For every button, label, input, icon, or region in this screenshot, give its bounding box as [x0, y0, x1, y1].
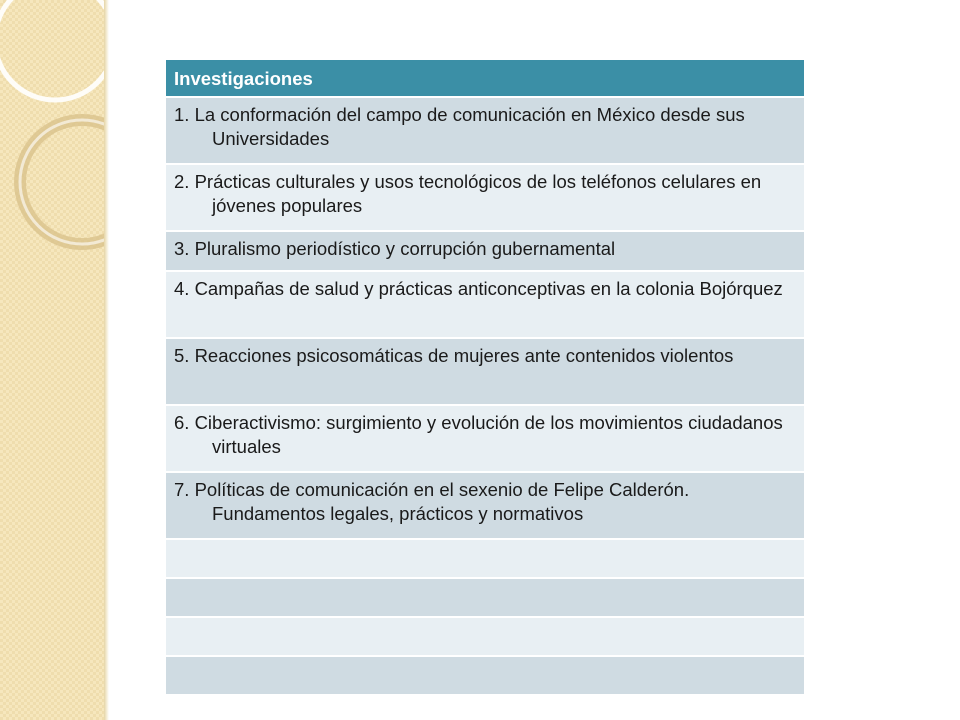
table-row — [166, 232, 804, 272]
table-row — [166, 339, 804, 406]
table-row — [166, 165, 804, 232]
table-row-empty — [166, 657, 804, 696]
table-row-empty — [166, 579, 804, 618]
table-header-label: Investigaciones — [174, 68, 313, 89]
table-row — [166, 406, 804, 473]
decorative-rings — [0, 0, 104, 720]
table-row-text: 2. Prácticas culturales y usos tecnológicos de los teléfonos celulares en jóvenes populares — [174, 171, 762, 216]
table-row-text: 4. Campañas de salud y prácticas anticonceptivas en la colonia Bojórquez — [174, 278, 783, 299]
table-row — [166, 473, 804, 540]
decorative-side-panel — [0, 0, 104, 720]
table-row-text: 3. Pluralismo periodístico y corrupción gubernamental — [174, 238, 616, 259]
table-row — [166, 272, 804, 339]
table-header — [166, 60, 804, 98]
table-row-empty — [166, 540, 804, 579]
table-row-text: 7. Políticas de comunicación en el sexenio de Felipe Calderón. Fundamentos legales, prácticos y normativos — [174, 479, 690, 524]
table-row-empty — [166, 618, 804, 657]
research-table — [166, 60, 804, 696]
table-row — [166, 98, 804, 165]
table-row-text: 6. Ciberactivismo: surgimiento y evolución de los movimientos ciudadanos virtuales — [174, 412, 783, 457]
decorative-ring-middle — [20, 120, 104, 244]
decorative-ring-top — [0, 0, 104, 100]
table-row-text: 5. Reacciones psicosomáticas de mujeres ante contenidos violentos — [174, 345, 734, 366]
side-panel-edge — [104, 0, 109, 720]
table-row-text: 1. La conformación del campo de comunicación en México desde sus Universidades — [174, 104, 745, 149]
